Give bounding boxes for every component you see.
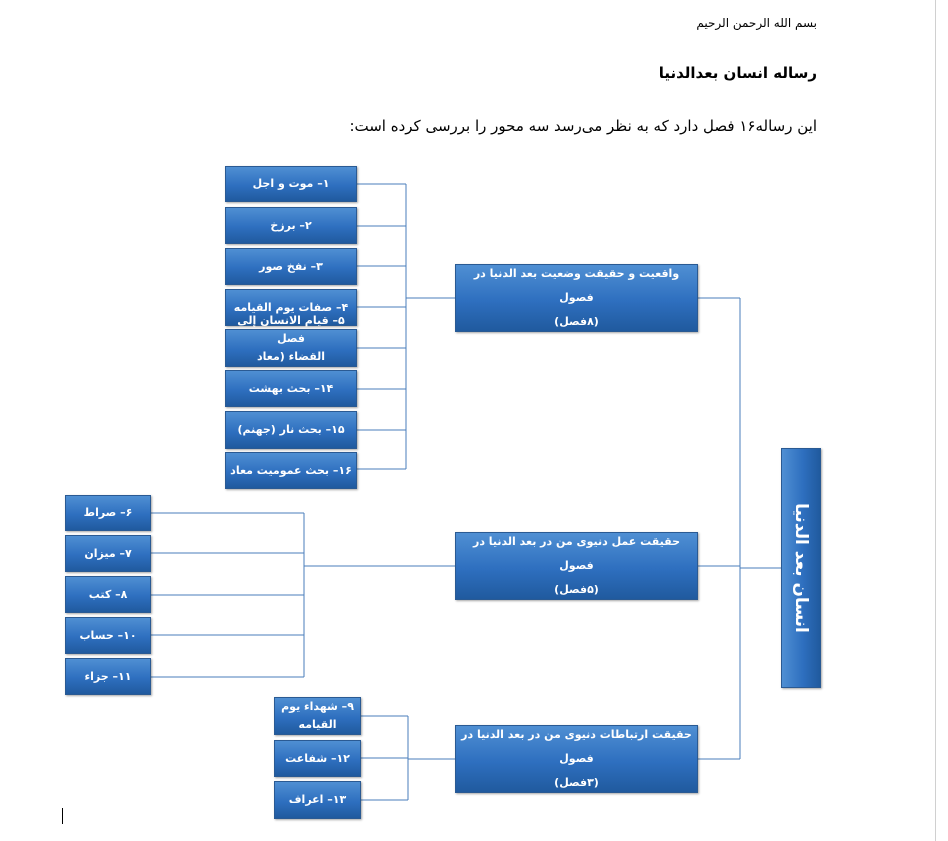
chapter-label: ۶– صراط <box>83 506 133 519</box>
chapter-box-nafkh <box>225 248 357 285</box>
axis-box-deeds <box>455 532 698 600</box>
chapter-box-shohada <box>274 697 361 735</box>
chapter-box-serat <box>65 495 151 531</box>
axis-label-line2: (۵فصل) <box>554 583 599 596</box>
chapter-box-barzakh <box>225 207 357 244</box>
text-cursor <box>62 808 63 824</box>
chapter-box-jaza <box>65 658 151 695</box>
chapter-label: ۲– برزخ <box>270 218 312 232</box>
axis-label-line1: حقیقت عمل دنیوی من در بعد الدنیا در فصول <box>472 535 681 572</box>
axis-box-relations <box>455 725 698 793</box>
axis-label-line1: واقعیت و حقیقت وضعیت بعد الدنیا در فصول <box>473 267 680 304</box>
axis-label-line1: حقیقت ارتباطات دنیوی من در بعد الدنیا در فصول <box>461 728 692 765</box>
chapter-box-nar <box>225 411 357 449</box>
chapter-label: ۱۴– بحث بهشت <box>248 381 334 395</box>
root-box <box>781 448 821 688</box>
intro-paragraph: این رساله۱۶ فصل دارد که به نظر می‌رسد سه محور را بررسی کرده است: <box>349 117 817 135</box>
chapter-box-qiyam <box>225 314 357 367</box>
chapter-box-hesab <box>65 617 151 654</box>
chapter-box-mowt <box>225 166 357 202</box>
chapter-label-line2: القضاء (معاد <box>256 350 326 363</box>
chapter-label: ۸– کتب <box>88 587 128 601</box>
chapter-box-behesht <box>225 370 357 407</box>
chapter-label: ۱– موت و اجل <box>252 177 330 190</box>
axis-label-line2: (۳فصل) <box>554 776 599 789</box>
chapter-box-shafaat <box>274 740 361 777</box>
document-title: رساله انسان بعدالدنیا <box>658 64 817 82</box>
chapter-label: ۱۲– شفاعت <box>285 751 350 765</box>
chapter-label: ۱۵– بحث نار (جهنم) <box>237 423 345 436</box>
chapter-label: ۱۱– جزاء <box>84 669 132 683</box>
chapter-label: ۱۶– بحث عمومیت معاد <box>230 463 352 477</box>
chapter-box-kotob <box>65 576 151 613</box>
bismillah-line: بسم الله الرحمن الرحيم <box>696 16 817 30</box>
chapter-label: ۴– صفات یوم القیامه <box>233 300 349 314</box>
chapter-box-omumiyat <box>225 452 357 489</box>
chapter-label-line1: ۵– قیام الانسان إلی فصل <box>237 314 345 345</box>
chapter-label-line1: ۹– شهداء یوم <box>281 700 354 713</box>
axis-label-line2: (۸فصل) <box>554 315 599 328</box>
axis-box-reality <box>455 264 698 332</box>
chapter-label: ۱۳– اعراف <box>288 793 347 806</box>
chapter-label: ۷– میزان <box>84 546 132 560</box>
chapter-label: ۳– نفخ صور <box>259 259 323 273</box>
root-label: انسان بعد الدنیا <box>791 503 811 633</box>
chapter-box-aaraf <box>274 781 361 819</box>
chapter-label-line2: القیامه <box>298 718 337 731</box>
chapter-box-mizan <box>65 535 151 572</box>
chapter-label: ۱۰– حساب <box>79 628 137 642</box>
